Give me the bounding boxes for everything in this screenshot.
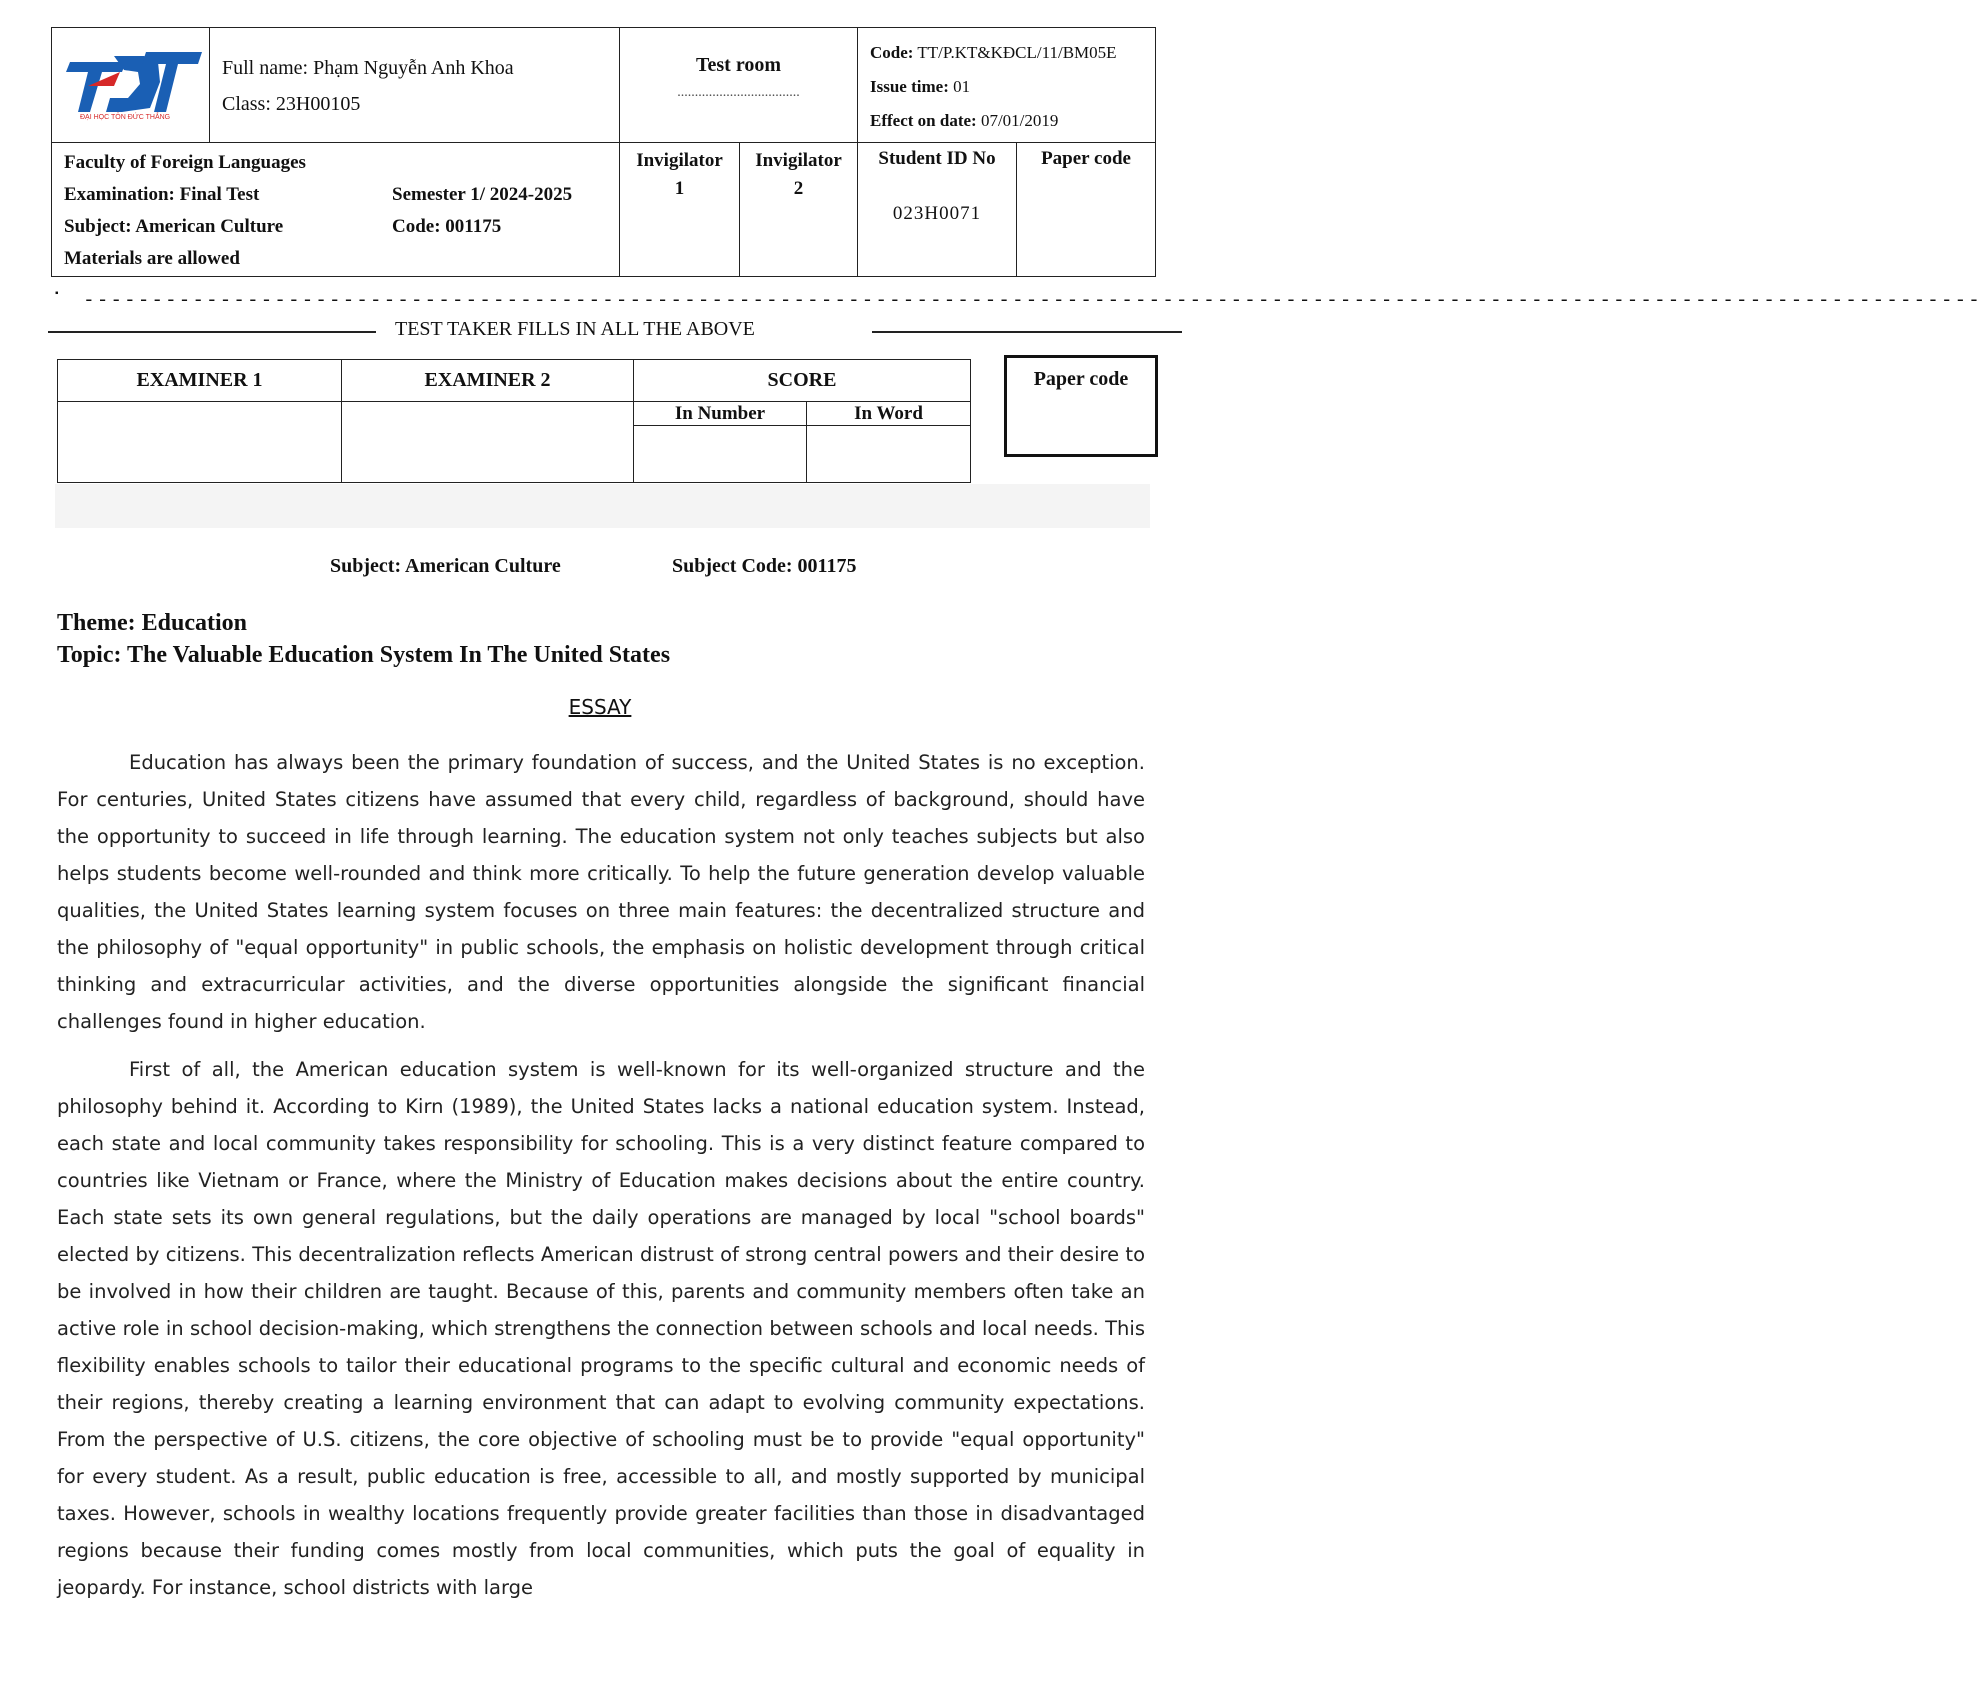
code-line: Code: 001175 xyxy=(392,216,502,237)
invigilator-1-label: Invigilator xyxy=(636,150,723,171)
issue-value: 01 xyxy=(953,77,971,96)
theme-block xyxy=(57,607,670,671)
invigilator-2-label: Invigilator xyxy=(755,150,842,171)
score-in-word-box[interactable] xyxy=(807,426,971,483)
paragraph-1: Education has always been the primary foundation of success, and the United States is no exception. For centuries, United States citizens have assumed that every child, regardless of background, should have the opportunity to succeed in life through learning. The education system not only teaches subjects but also helps students become well-rounded and think more critically. To help the future generation develop valuable qualities, the United States learning system focuses on three main features: the decentralized structure and the philosophy of "equal opportunity" in public schools, the emphasis on holistic development through critical thinking and extracurricular activities, and the diverse opportunities alongside the significant financial challenges found in higher education. xyxy=(57,751,1145,1033)
faculty: Faculty of Foreign Languages xyxy=(64,152,306,173)
fill-line-right xyxy=(872,331,1182,333)
examiner-2-box[interactable] xyxy=(342,402,634,483)
subject-value: : American Culture xyxy=(125,216,284,237)
semester: Semester 1/ 2024-2025 xyxy=(392,184,573,205)
score-header: SCORE xyxy=(634,360,971,402)
topic-title: Topic: The Valuable Education System In The United States xyxy=(57,642,671,668)
invigilator-1-number: 1 xyxy=(674,178,685,199)
form-code-cell xyxy=(858,28,1156,143)
shaded-band xyxy=(55,484,1150,528)
essay-heading: ESSAY xyxy=(568,695,632,719)
paper-code-cell xyxy=(1017,143,1156,277)
student-name-cell xyxy=(210,28,620,143)
cut-bullet: ▪ xyxy=(55,288,60,299)
paper-code-box-label: Paper code xyxy=(1033,368,1129,390)
effect-label: Effect on date: xyxy=(870,111,977,130)
examination: Examination: Final Test xyxy=(64,184,260,205)
score-in-number-header: In Number xyxy=(634,402,807,426)
subject-code-line: Subject Code: 001175 xyxy=(672,555,857,577)
logo-subtext: ĐẠI HỌC TÔN ĐỨC THẮNG xyxy=(80,114,171,121)
test-room-dots: ................................... xyxy=(677,85,800,100)
cut-line: ▪ - - - - - - - - - - - - - - - - - - - - - - - - - - - - - - - - - - - - - - - - - - - - - - - - - - - - - - - - - - - - - - - - - - - - - - - - - - - - - - - - - - - - - - - - - - - - - - - - - - - - - - - - - - - - - - - - - - - - - - - - - - - - - - - - - - - - - - - - - - - xyxy=(55,288,1978,310)
test-room-label: Test room xyxy=(696,54,781,76)
full-name: Full name: Phạm Nguyễn Anh Khoa xyxy=(222,57,514,79)
exam-info-cell xyxy=(52,143,620,277)
paper-code-box xyxy=(1004,355,1158,457)
university-logo xyxy=(62,42,202,128)
effect-value: 07/01/2019 xyxy=(980,111,1059,130)
student-id-label: Student ID No xyxy=(878,148,996,169)
invigilator-2-cell xyxy=(740,143,858,277)
paper-code-label: Paper code xyxy=(1041,148,1131,169)
materials: Materials are allowed xyxy=(64,248,240,269)
invigilator-2-number: 2 xyxy=(793,178,804,199)
fill-notice: TEST TAKER FILLS IN ALL THE ABOVE xyxy=(395,318,755,340)
invigilator-1-cell xyxy=(620,143,740,277)
score-in-word-header: In Word xyxy=(807,402,971,426)
student-id-cell xyxy=(858,143,1017,277)
issue-label: Issue time: xyxy=(870,77,949,96)
test-room-cell xyxy=(620,28,858,143)
fill-line-left xyxy=(48,331,376,333)
theme-title: Theme: Education xyxy=(57,610,248,636)
examiner-2-header: EXAMINER 2 xyxy=(342,360,634,402)
student-id-value: 023H0071 xyxy=(892,203,982,224)
code-label: Code: xyxy=(870,43,914,62)
score-in-number-box[interactable] xyxy=(634,426,807,483)
exam-header-table xyxy=(51,27,1156,277)
subject-name-line: Subject: American Culture xyxy=(330,555,561,577)
logo-cell xyxy=(52,28,210,143)
paragraph-2: First of all, the American education system is well-known for its well-organized structure and the philosophy behind it. According to Kirn (1989), the United States lacks a national education system. Instead, each state and local community takes responsibility for schooling. This is a very distinct feature compared to countries like Vietnam or France, where the Ministry of Education makes decisions about the entire country. Each state sets its own general regulations, but the daily operations are managed by local "school boards" elected by citizens. This decentralization reflects American distrust of strong central powers and their desire to be involved in how their children are taught. Because of this, parents and community members often take an active role in school decision-making, which strengthens the connection between schools and local needs. This flexibility enables schools to tailor their educational programs to the specific cultural and economic needs of their regions, thereby creating a learning environment that can adapt to evolving community expectations. From the perspective of U.S. citizens, the core objective of schooling must be to provide "equal opportunity" for every student. As a result, public education is free, accessible to all, and mostly supported by municipal taxes. However, schools in wealthy locations frequently provide greater facilities than those in disadvantaged regions because their funding comes mostly from local communities, which puts the goal of equality in jeopardy. For instance, school districts with large xyxy=(57,1058,1145,1599)
subject-label: Subject xyxy=(64,216,126,237)
examiner-1-header: EXAMINER 1 xyxy=(58,360,342,402)
class: Class: 23H00105 xyxy=(222,93,361,115)
code-value: TT/P.KT&KĐCL/11/BM05E xyxy=(917,43,1117,62)
essay-body xyxy=(57,744,1145,1606)
examiner-1-box[interactable] xyxy=(58,402,342,483)
grading-table xyxy=(57,359,971,483)
